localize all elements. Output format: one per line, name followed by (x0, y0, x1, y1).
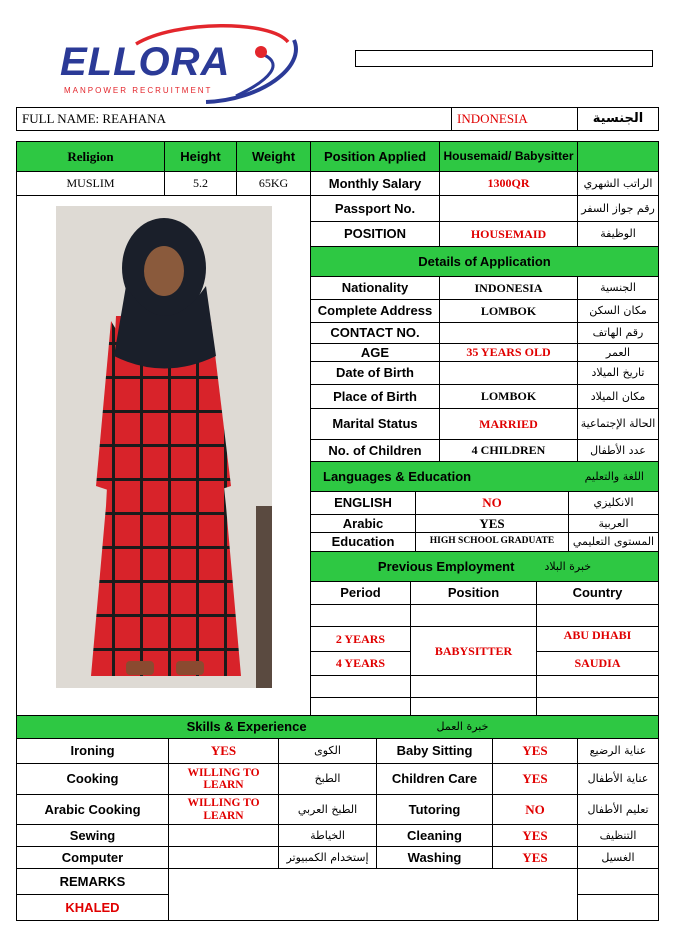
skill-left-ar-3: الخياطة (278, 824, 377, 847)
skill-right-label-4: Washing (376, 846, 493, 869)
emp-period-1: 2 YEARS (310, 626, 411, 652)
field-ar-2: الوظيفة (577, 221, 659, 247)
lang-ar-2: المستوى التعليمي (568, 532, 659, 552)
applicant-figure-icon (56, 206, 272, 688)
skill-left-value-4 (168, 846, 279, 869)
details-label-5: Place of Birth (310, 384, 440, 409)
skill-left-value-2: WILLING TO LEARN (168, 794, 279, 825)
skill-right-ar-1: عناية الأطفال (577, 763, 659, 795)
details-header: Details of Application (310, 246, 659, 277)
skills-header-ar: خبرة العمل (436, 720, 489, 734)
applicant-photo (56, 206, 272, 688)
skill-right-value-1: YES (492, 763, 578, 795)
details-value-2 (439, 322, 578, 344)
details-ar-4: تاريخ الميلاد (577, 361, 659, 385)
position-applied-value: Housemaid/ Babysitter (439, 141, 578, 172)
emp-position-header: Position (410, 581, 537, 605)
employment-header-ar: خبرة البلاد (544, 559, 592, 573)
remarks-side-bottom (577, 894, 659, 921)
skill-right-label-2: Tutoring (376, 794, 493, 825)
lang-ar-1: العربية (568, 514, 659, 533)
emp-blank-row-1c (536, 604, 659, 627)
details-label-0: Nationality (310, 276, 440, 300)
remarks-content (168, 868, 578, 921)
reference-box (355, 50, 653, 67)
skill-left-value-0: YES (168, 738, 279, 764)
emp-blank-row-2a (310, 675, 411, 698)
skill-right-label-0: Baby Sitting (376, 738, 493, 764)
name-nationality-ar-cell (577, 107, 659, 131)
field-ar-1: رقم جواز السفر (577, 195, 659, 222)
emp-blank-row-3c (536, 697, 659, 716)
lang-label-2: Education (310, 532, 416, 552)
emp-country-1: ABU DHABI (536, 626, 659, 652)
skill-right-label-3: Cleaning (376, 824, 493, 847)
skill-left-label-3: Sewing (16, 824, 169, 847)
remarks-name-cell: KHALED (16, 894, 169, 921)
details-label-3: AGE (310, 343, 440, 362)
skill-left-ar-2: الطبخ العربي (278, 794, 377, 825)
skill-left-label-1: Cooking (16, 763, 169, 795)
details-value-3: 35 YEARS OLD (439, 343, 578, 362)
remarks-side-top (577, 868, 659, 895)
emp-blank-row-3a (310, 697, 411, 716)
details-value-0: INDONESIA (439, 276, 578, 300)
languages-header-ar: اللغة والتعليم (584, 469, 644, 483)
skill-left-value-3 (168, 824, 279, 847)
emp-blank-row-2b (410, 675, 537, 698)
skill-right-value-3: YES (492, 824, 578, 847)
lang-value-2: HIGH SCHOOL GRADUATE (415, 532, 569, 552)
details-value-7: 4 CHILDREN (439, 439, 578, 462)
company-logo (56, 22, 306, 104)
details-ar-1: مكان السكن (577, 299, 659, 323)
weight-value: 65KG (236, 171, 311, 196)
full-name-cell (16, 107, 452, 131)
details-ar-3: العمر (577, 343, 659, 362)
details-value-5: LOMBOK (439, 384, 578, 409)
position-applied-blank (577, 141, 659, 172)
emp-country-header: Country (536, 581, 659, 605)
skill-left-label-0: Ironing (16, 738, 169, 764)
lang-label-1: Arabic (310, 514, 416, 533)
lang-value-0: NO (415, 491, 569, 515)
skill-right-ar-2: تعليم الأطفال (577, 794, 659, 825)
skill-left-ar-0: الكوى (278, 738, 377, 764)
remarks-label-cell: REMARKS (16, 868, 169, 895)
details-value-6: MARRIED (439, 408, 578, 440)
skill-left-ar-4: إستخدام الكمبيوتر (278, 846, 377, 869)
position-applied-header: Position Applied (310, 141, 440, 172)
emp-country-2: SAUDIA (536, 651, 659, 676)
skill-left-label-2: Arabic Cooking (16, 794, 169, 825)
emp-position: BABYSITTER (410, 626, 537, 676)
logo-text: ELLORA (60, 40, 231, 84)
field-value-2: HOUSEMAID (439, 221, 578, 247)
lang-ar-0: الانكليزي (568, 491, 659, 515)
details-ar-0: الجنسية (577, 276, 659, 300)
details-label-6: Marital Status (310, 408, 440, 440)
skills-header: Skills & Experience خبرة العمل (16, 715, 659, 739)
details-value-1: LOMBOK (439, 299, 578, 323)
details-ar-2: رقم الهاتف (577, 322, 659, 344)
details-ar-5: مكان الميلاد (577, 384, 659, 409)
religion-value: MUSLIM (16, 171, 165, 196)
employment-header: Previous Employment خبرة البلاد (310, 551, 659, 582)
details-ar-6: الحالة الإجتماعية (577, 408, 659, 440)
field-value-1 (439, 195, 578, 222)
emp-blank-row-2c (536, 675, 659, 698)
skill-left-value-1: WILLING TO LEARN (168, 763, 279, 795)
skill-right-ar-0: عناية الرضيع (577, 738, 659, 764)
lang-label-0: ENGLISH (310, 491, 416, 515)
skill-right-label-1: Children Care (376, 763, 493, 795)
field-label-1: Passport No. (310, 195, 440, 222)
religion-header: Religion (16, 141, 165, 172)
emp-blank-row-3b (410, 697, 537, 716)
details-ar-7: عدد الأطفال (577, 439, 659, 462)
height-value: 5.2 (164, 171, 237, 196)
skill-right-value-4: YES (492, 846, 578, 869)
logo-tagline: MANPOWER RECRUITMENT (64, 86, 213, 95)
details-label-1: Complete Address (310, 299, 440, 323)
skill-right-value-0: YES (492, 738, 578, 764)
details-label-7: No. of Children (310, 439, 440, 462)
field-ar-0: الراتب الشهري (577, 171, 659, 196)
full-name: FULL NAME: REAHANA (22, 111, 166, 127)
emp-blank-row-1a (310, 604, 411, 627)
name-nationality-value: INDONESIA (457, 111, 528, 127)
skill-right-ar-3: التنظيف (577, 824, 659, 847)
field-label-2: POSITION (310, 221, 440, 247)
field-value-0: 1300QR (439, 171, 578, 196)
lang-value-1: YES (415, 514, 569, 533)
emp-period-header: Period (310, 581, 411, 605)
height-header: Height (164, 141, 237, 172)
skill-right-value-2: NO (492, 794, 578, 825)
name-nationality-cell (451, 107, 578, 131)
languages-header: Languages & Education اللغة والتعليم (310, 461, 659, 492)
name-nationality-ar: الجنسية (592, 111, 644, 127)
weight-header: Weight (236, 141, 311, 172)
emp-blank-row-1b (410, 604, 537, 627)
field-label-0: Monthly Salary (310, 171, 440, 196)
skill-left-ar-1: الطبخ (278, 763, 377, 795)
details-label-4: Date of Birth (310, 361, 440, 385)
details-value-4 (439, 361, 578, 385)
skill-left-label-4: Computer (16, 846, 169, 869)
emp-period-2: 4 YEARS (310, 651, 411, 676)
details-label-2: CONTACT NO. (310, 322, 440, 344)
skill-right-ar-4: الغسيل (577, 846, 659, 869)
